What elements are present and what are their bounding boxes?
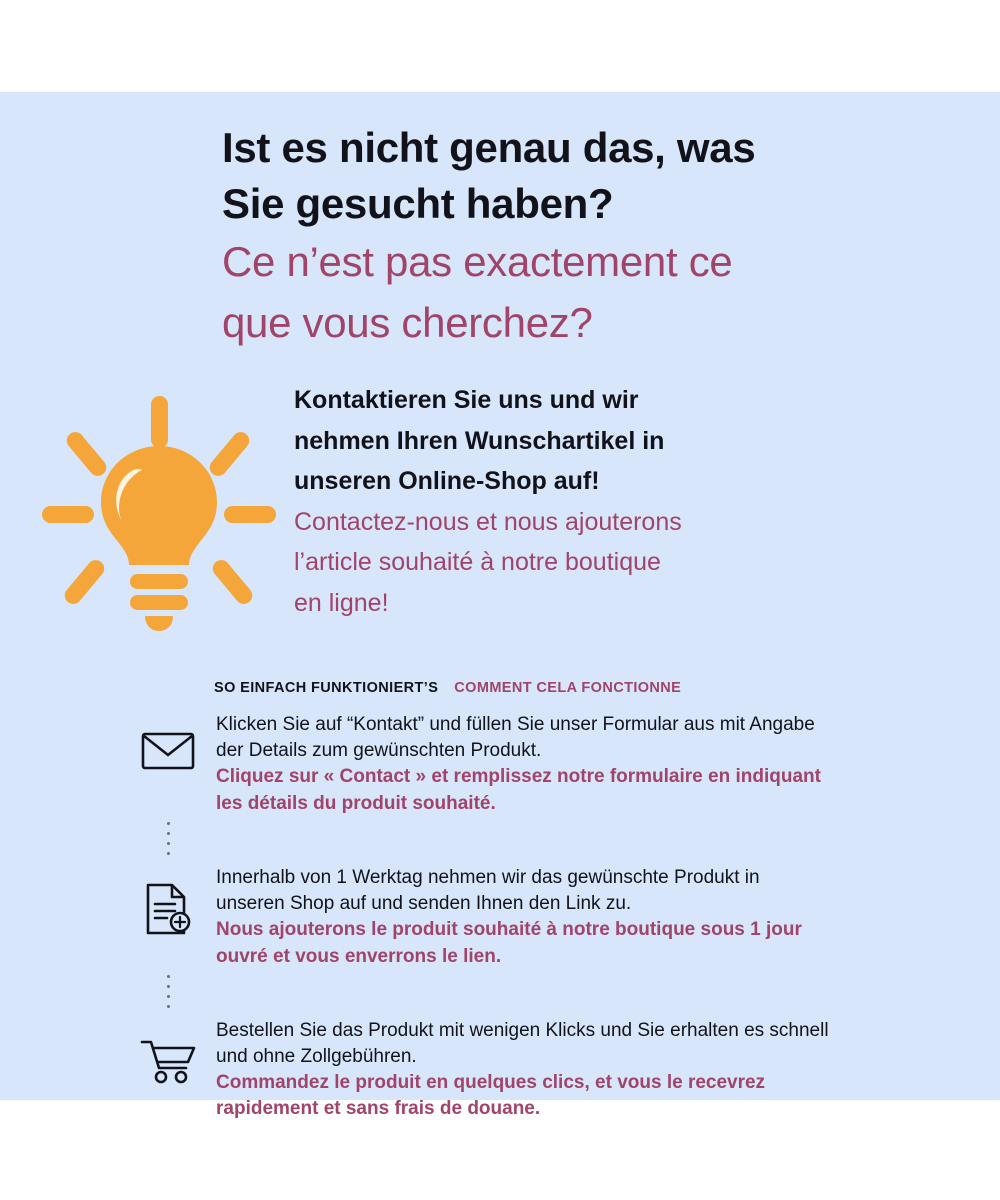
connector-dot [167, 985, 170, 988]
step-text [216, 708, 940, 817]
steps-header [214, 680, 681, 696]
connector-dot [167, 1005, 170, 1008]
steps-header-fr: COMMENT CELA FONCTIONNE [454, 680, 682, 696]
step-item [120, 708, 940, 817]
intro-block [294, 380, 894, 623]
step3-de-line1: Bestellen Sie das Produkt mit wenigen Klicks und Sie erhalten es schnell [216, 1019, 829, 1041]
headline-fr-line2: que vous cherchez? [222, 298, 593, 346]
headline-de-line2: Sie gesucht haben? [222, 179, 614, 227]
step1-de-line1: Klicken Sie auf “Kontakt” und füllen Sie unser Formular aus mit Angabe [216, 714, 815, 735]
step3-fr-line2: rapidement et sans frais de douane. [216, 1098, 541, 1120]
envelope-icon [120, 708, 216, 772]
intro-de-line2: nehmen Ihren Wunschartikel in [294, 426, 665, 455]
step-text [216, 861, 940, 970]
step-text [216, 1014, 940, 1123]
step1-fr-line1: Cliquez sur « Contact » et remplissez notre formulaire en indiquant [216, 766, 821, 788]
step1-de-line2: der Details zum gewünschten Produkt. [216, 740, 542, 762]
step2-de-line2: unseren Shop auf und senden Ihnen den Link zu. [216, 893, 632, 915]
step-item [120, 1014, 940, 1123]
connector-dot [167, 852, 170, 855]
connector-dot [167, 975, 170, 978]
step1-fr-line2: les détails du produit souhaité. [216, 792, 496, 814]
steps-list [120, 708, 940, 1123]
step-connector [120, 817, 940, 861]
step2-de-line1: Innerhalb von 1 Werktag nehmen wir das gewünschte Produkt in [216, 866, 760, 888]
headline-de-line1: Ist es nicht genau das, was [222, 124, 756, 171]
intro-de-line3: unseren Online-Shop auf! [294, 467, 600, 495]
intro-fr-line2: l’article souhaité à notre boutique [294, 548, 661, 576]
step-item [120, 861, 940, 970]
step2-fr-line1: Nous ajouterons le produit souhaité à notre boutique sous 1 jour [216, 919, 802, 941]
connector-dot [167, 842, 170, 845]
connector-dot [167, 995, 170, 998]
connector-dot [167, 832, 170, 835]
step2-fr-line2: ouvré et vous enverrons le lien. [216, 945, 502, 967]
step-connector [120, 970, 940, 1014]
intro-fr-line1: Contactez-nous et nous ajouterons [294, 507, 682, 536]
step3-de-line2: und ohne Zollgebühren. [216, 1045, 417, 1067]
intro-de-line1: Kontaktieren Sie uns und wir [294, 386, 639, 414]
headline-fr-line1: Ce n’est pas exactement ce [222, 237, 733, 285]
steps-header-de: SO EINFACH FUNKTIONIERT’S [214, 680, 439, 696]
step3-fr-line1: Commandez le produit en quelques clics, et vous le recevrez [216, 1072, 766, 1094]
document-add-icon [120, 861, 216, 935]
lightbulb-icon [38, 388, 278, 638]
connector-dot [167, 822, 170, 825]
intro-fr-line3: en ligne! [294, 588, 389, 617]
headline-block [222, 120, 942, 354]
shopping-cart-icon [120, 1014, 216, 1084]
